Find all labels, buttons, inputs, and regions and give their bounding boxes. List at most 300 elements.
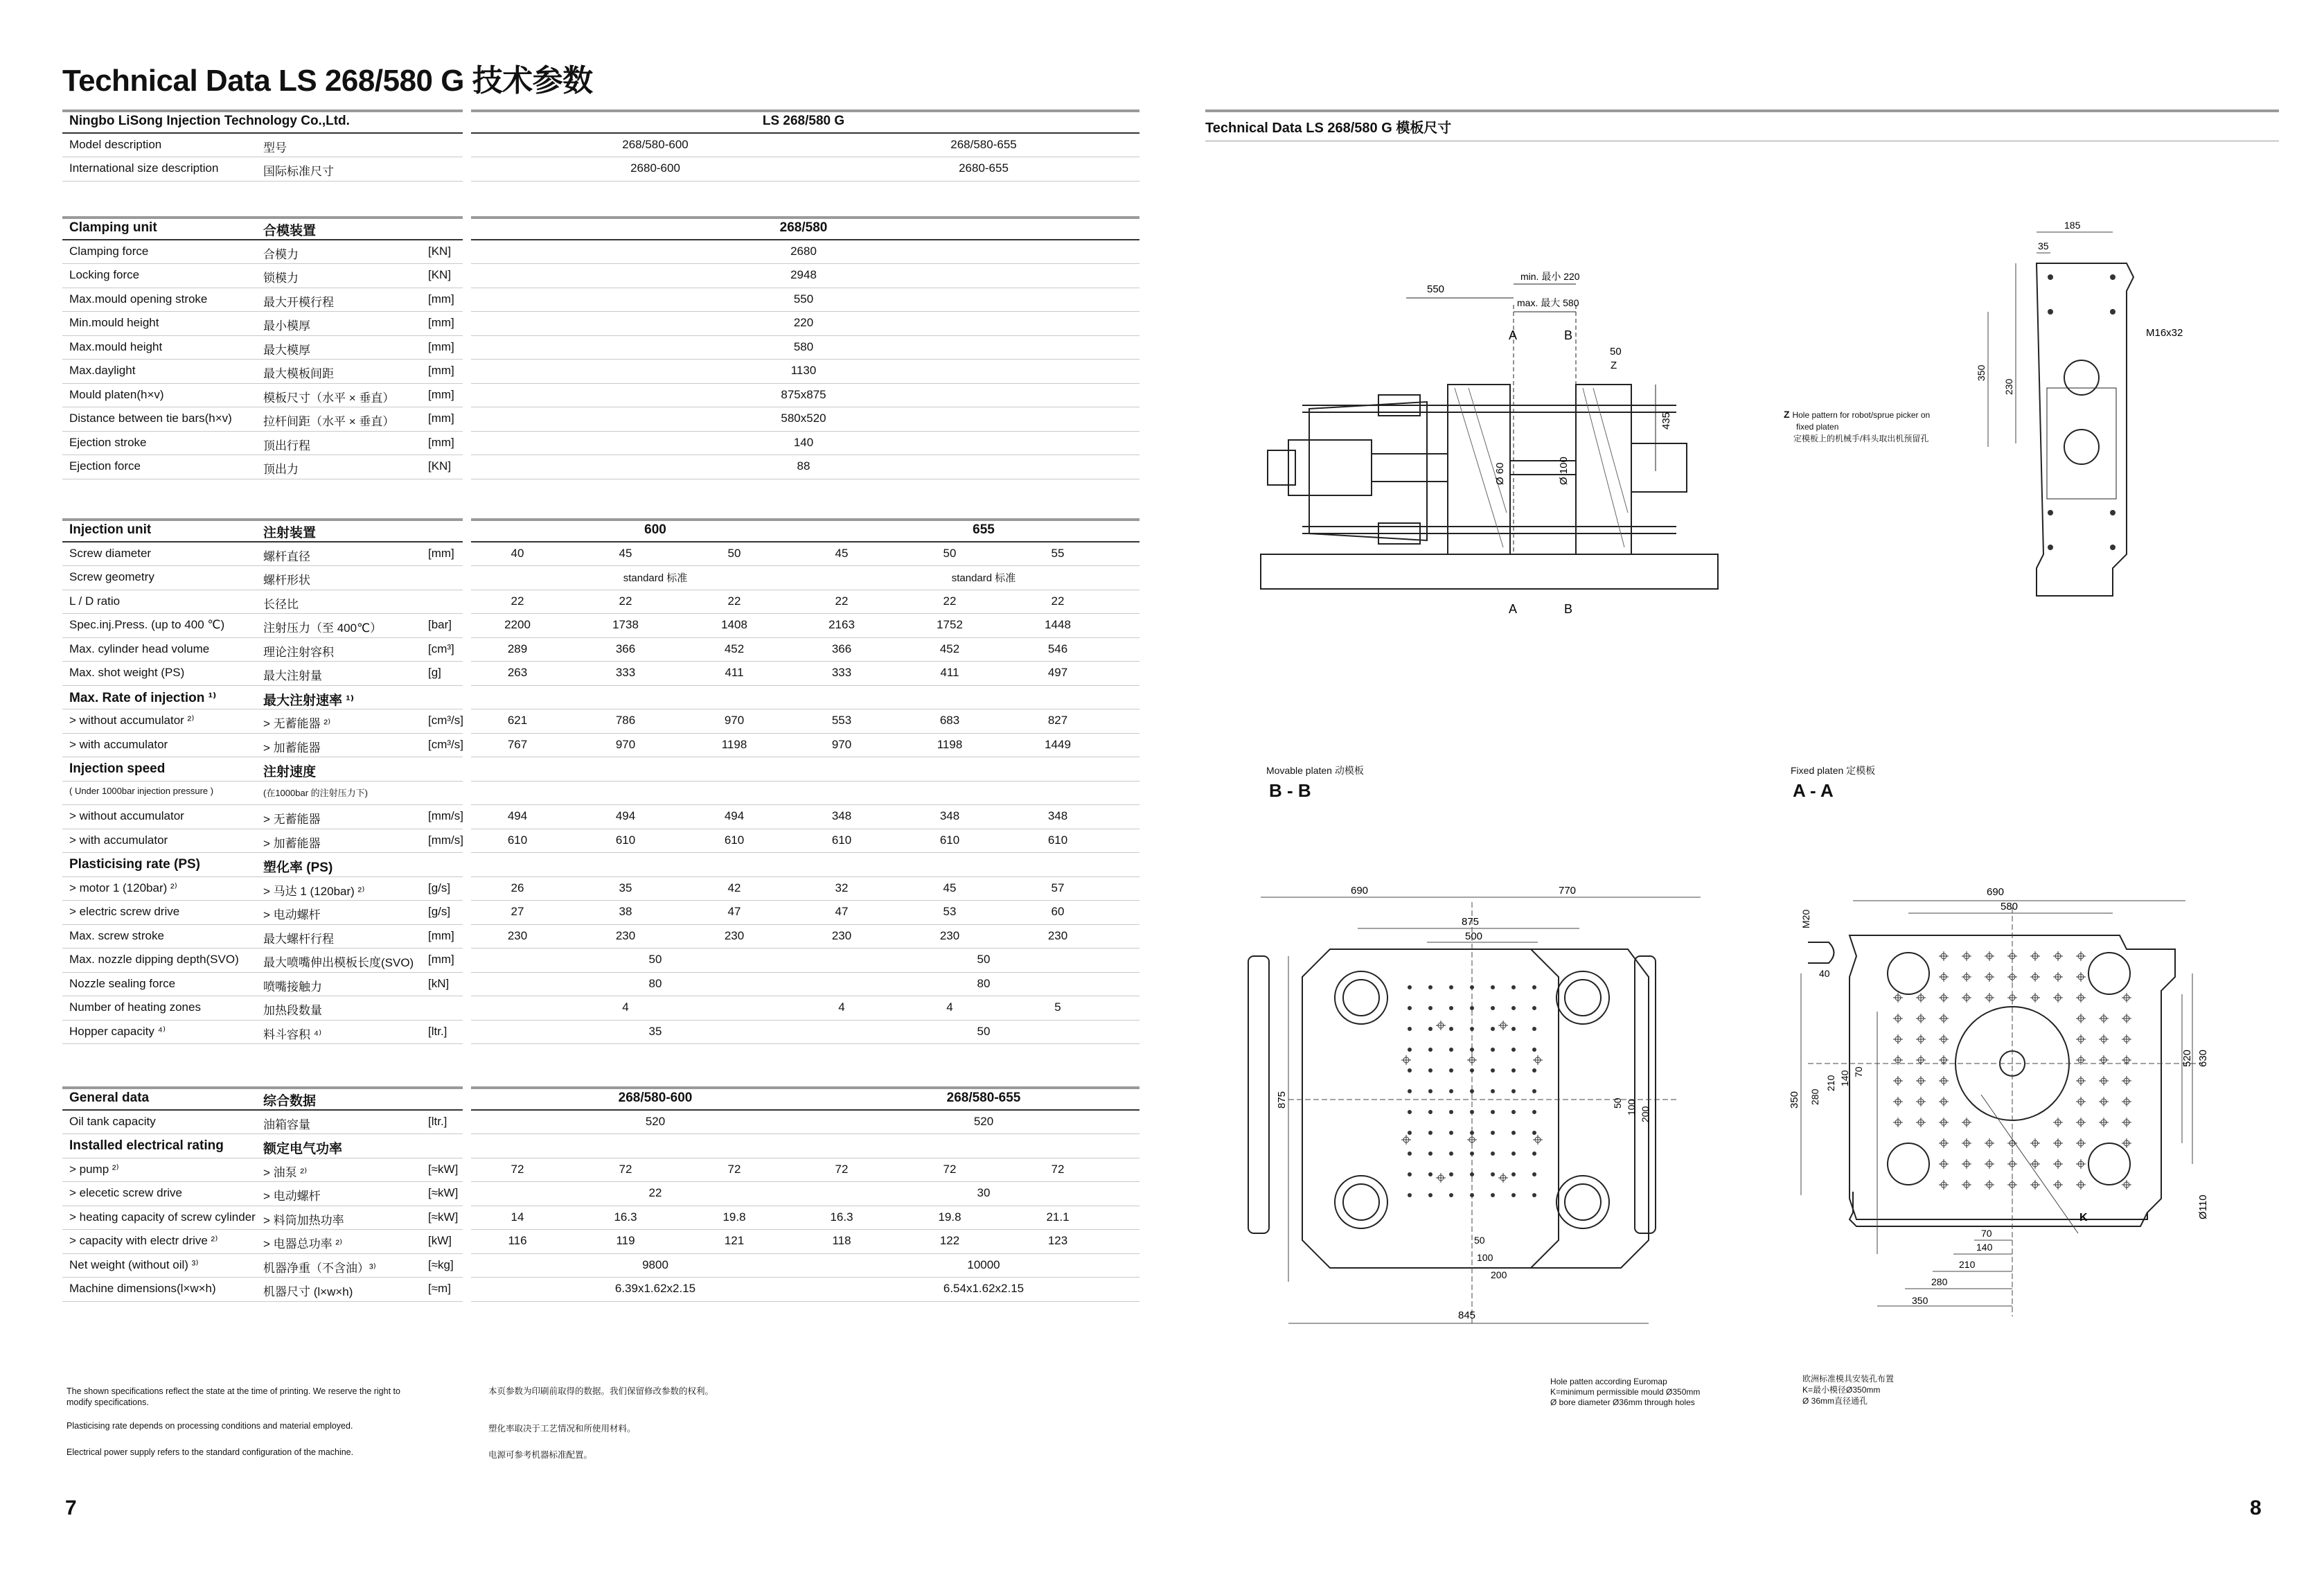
dim-min-220: min. 最小 220 — [1520, 271, 1580, 282]
mov-dim-690: 690 — [1351, 885, 1369, 897]
row-value: 263 — [507, 666, 528, 679]
row-value: 230 — [831, 928, 852, 942]
euromap-en-2: K=minimum permissible mould Ø350mm — [1550, 1387, 1701, 1397]
row-value: 289 — [507, 642, 528, 655]
euromap-cn-1: 欧洲标准模具安装孔布置 — [1802, 1374, 1895, 1384]
row-label-cn: 机器净重（不含油）³⁾ — [263, 1261, 376, 1275]
dim-35: 35 — [2038, 240, 2049, 252]
row-value: 72 — [1051, 1162, 1065, 1176]
row-unit: [mm/s] — [428, 833, 463, 847]
row-label-cn: 喷嘴接触力 — [263, 980, 322, 994]
row-label-cn: 注射速度 — [263, 765, 317, 779]
row-value: 767 — [507, 737, 528, 751]
row-label-en: Installed electrical rating — [69, 1138, 224, 1153]
row-value: 875x875 — [781, 387, 826, 401]
injection-row — [62, 949, 1139, 973]
row-value: 333 — [615, 666, 636, 679]
row-label-cn: 最大开模行程 — [263, 295, 334, 309]
row-unit: [ltr.] — [428, 1024, 447, 1038]
row-label-cn: 最大注射量 — [263, 669, 322, 682]
row-label-cn: > 电动螺杆 — [263, 1190, 321, 1203]
row-unit: [mm/s] — [428, 809, 463, 822]
row-label-en: > with accumulator — [69, 833, 168, 847]
mov-dim-200-b: 200 — [1491, 1269, 1507, 1280]
section-title-cn: 合模装置 — [263, 224, 317, 238]
row-label-en: Hopper capacity ⁴⁾ — [69, 1024, 166, 1038]
row-value: 2200 — [504, 618, 531, 631]
row-value: 827 — [1047, 714, 1068, 727]
row-label-cn: 塑化率 (PS) — [263, 861, 333, 875]
row-value: 1408 — [721, 618, 747, 631]
fix-dim-520: 520 — [2181, 1049, 2193, 1067]
model-table — [62, 109, 1139, 182]
row-label-cn: 加热段数量 — [263, 1004, 322, 1017]
row-label-cn: 螺杆形状 — [263, 574, 310, 587]
row-value: 4 — [946, 1000, 953, 1014]
page-title: Technical Data LS 268/580 G 技术参数 — [62, 64, 593, 98]
row-unit: [mm] — [428, 292, 454, 306]
fix-dim-350: 350 — [1789, 1091, 1800, 1109]
row-value: 610 — [615, 833, 636, 847]
row-value: 50 — [977, 953, 991, 966]
row-value: 452 — [939, 642, 960, 655]
row-value: 47 — [835, 905, 849, 918]
section-b-bottom: B — [1564, 602, 1573, 616]
row-label-en: > without accumulator — [69, 809, 184, 822]
row-label-cn: 锁模力 — [263, 272, 299, 285]
row-value: 72 — [727, 1162, 741, 1176]
page-number-right: 8 — [2250, 1497, 2262, 1519]
clamping-row — [62, 360, 1139, 384]
row-value: 333 — [831, 666, 852, 679]
fix-k-mark: K — [2079, 1212, 2088, 1224]
clamping-row — [62, 407, 1139, 432]
injection-row — [62, 614, 1139, 638]
clamping-row — [62, 455, 1139, 479]
row-unit: [cm³/s] — [428, 737, 463, 751]
row-value: 1198 — [721, 737, 747, 751]
row-label-en: Machine dimensions(l×w×h) — [69, 1282, 216, 1295]
row-value: 21.1 — [1046, 1210, 1070, 1224]
injection-row — [62, 566, 1139, 590]
row-label-en: L / D ratio — [69, 594, 121, 608]
row-label-en: Oil tank capacity — [69, 1114, 156, 1128]
row-label-en: Max. shot weight (PS) — [69, 666, 185, 679]
injection-row — [62, 973, 1139, 997]
fix-dim-580: 580 — [2001, 901, 2019, 912]
row-value: 118 — [832, 1234, 851, 1247]
row-value: 610 — [724, 833, 745, 847]
clamping-row — [62, 336, 1139, 360]
notes-english — [66, 1386, 427, 1458]
row-label-en: > motor 1 (120bar) ²⁾ — [69, 881, 177, 894]
row-value: 2680 — [790, 244, 817, 258]
general-row — [62, 1230, 1139, 1254]
row-value: 140 — [793, 435, 814, 449]
general-row — [62, 1278, 1139, 1302]
injection-row — [62, 996, 1139, 1021]
row-unit: [kW] — [428, 1234, 452, 1247]
row-value: 1198 — [937, 737, 963, 751]
euromap-en-3: Ø bore diameter Ø36mm through holes — [1550, 1397, 1695, 1407]
row-value: 121 — [724, 1234, 745, 1247]
row-unit: [mm] — [428, 546, 454, 560]
row-unit: [mm] — [428, 364, 454, 377]
row-unit: [mm] — [428, 435, 454, 449]
row-value: 1130 — [790, 364, 817, 377]
section-b-top: B — [1564, 328, 1573, 342]
row-value: 970 — [724, 714, 745, 727]
row-value: 621 — [507, 714, 528, 727]
fix-dim-210: 210 — [1825, 1075, 1836, 1091]
row-label-cn: > 无蓄能器 — [263, 813, 321, 826]
row-value: 6.39x1.62x2.15 — [614, 1282, 696, 1295]
row-unit: [cm³] — [428, 642, 454, 655]
dim-phi-100: Ø 100 — [1558, 457, 1570, 485]
row-value: 22 — [511, 594, 524, 608]
row-value: 1752 — [937, 618, 963, 631]
row-value: 2680-600 — [630, 161, 680, 175]
row-value: 268/580-655 — [950, 137, 1017, 151]
fixed-platen-label: Fixed platen 定模板 — [1791, 765, 1876, 776]
section-title-en: Injection unit — [69, 522, 152, 537]
injection-row — [62, 734, 1139, 758]
clamping-row — [62, 432, 1139, 456]
row-label-en: > capacity with electr drive ²⁾ — [69, 1234, 218, 1247]
row-value: 72 — [835, 1162, 849, 1176]
z-note — [1784, 409, 1930, 444]
mov-dim-845: 845 — [1458, 1309, 1476, 1321]
row-value: 19.8 — [722, 1210, 746, 1224]
row-label-en: Max.mould opening stroke — [69, 292, 208, 306]
row-value: 230 — [507, 928, 528, 942]
row-label-en: Max.mould height — [69, 339, 163, 353]
dim-185: 185 — [2064, 220, 2081, 231]
clamping-row — [62, 384, 1139, 408]
row-value: 2948 — [790, 268, 817, 281]
dim-435: 435 — [1660, 412, 1672, 430]
row-label-en: Number of heating zones — [69, 1000, 201, 1014]
row-value: 1738 — [612, 618, 639, 631]
model-row — [62, 134, 1139, 158]
row-value: 50 — [727, 546, 741, 560]
row-value: 610 — [1047, 833, 1068, 847]
clamping-row — [62, 240, 1139, 265]
row-unit: [mm] — [428, 339, 454, 353]
row-label-en: Locking force — [69, 268, 140, 281]
general-row — [62, 1158, 1139, 1183]
row-label-cn: 最大喷嘴伸出模板长度(SVO) — [263, 956, 414, 969]
row-value: 22 — [648, 1186, 662, 1199]
movable-hole-pattern — [1401, 985, 1543, 1197]
row-value: 494 — [615, 809, 636, 822]
row-value: 366 — [831, 642, 852, 655]
row-label-cn: 机器尺寸 (l×w×h) — [263, 1285, 353, 1298]
row-label-cn: 最小模厚 — [263, 319, 310, 333]
notes-chinese — [488, 1386, 849, 1461]
row-label-cn: 注射压力（至 400℃） — [263, 621, 382, 635]
row-label-en: Spec.inj.Press. (up to 400 ℃) — [69, 618, 225, 631]
z-note-line2: fixed platen — [1796, 422, 1839, 432]
clamping-row — [62, 264, 1139, 288]
row-label-cn: > 电器总功率 ²⁾ — [263, 1237, 343, 1251]
fix-dim-140-b: 140 — [1976, 1242, 1993, 1253]
movable-platen-label: Movable platen 动模板 — [1266, 765, 1364, 776]
row-value: 123 — [1047, 1234, 1068, 1247]
injection-row — [62, 542, 1139, 567]
dim-50: 50 — [1610, 346, 1622, 358]
row-label-cn: 螺杆直径 — [263, 549, 310, 563]
row-value: 610 — [939, 833, 960, 847]
row-label-cn: 最大模板间距 — [263, 367, 334, 380]
row-value: 520 — [645, 1114, 666, 1128]
fix-dim-m20: M20 — [1800, 909, 1811, 928]
row-value: 22 — [1051, 594, 1065, 608]
row-value: 6.54x1.62x2.15 — [943, 1282, 1024, 1295]
injection-row — [62, 782, 1139, 806]
mov-dim-100: 100 — [1626, 1099, 1637, 1115]
general-row — [62, 1254, 1139, 1278]
row-value: 32 — [835, 881, 849, 894]
row-label-cn: 国际标准尺寸 — [263, 165, 334, 178]
row-label-cn: > 加蓄能器 — [263, 836, 321, 850]
note-cn-2: 塑化率取决于工艺情况和所使用材料。 — [488, 1424, 636, 1433]
row-label-en: Plasticising rate (PS) — [69, 857, 201, 872]
row-value: 230 — [1047, 928, 1068, 942]
fix-dim-350-b: 350 — [1912, 1295, 1928, 1306]
row-label-cn: 最大模厚 — [263, 343, 310, 357]
subsection-row — [62, 1134, 1139, 1158]
z-note-line3: 定模板上的机械手/料头取出机预留孔 — [1793, 434, 1929, 443]
row-label-cn: 拉杆间距（水平 × 垂直） — [263, 415, 395, 428]
mov-dim-100-b: 100 — [1477, 1252, 1493, 1263]
row-value: 230 — [939, 928, 960, 942]
row-value: 411 — [940, 666, 959, 679]
row-value: 40 — [511, 546, 524, 560]
row-label-en: International size description — [69, 161, 219, 175]
general-row — [62, 1111, 1139, 1135]
hole-pattern-side-drawing — [1974, 215, 2217, 603]
clamping-row — [62, 312, 1139, 336]
row-value: standard 标准 — [951, 572, 1016, 584]
row-label-cn: 合模力 — [263, 247, 299, 261]
dim-550: 550 — [1427, 283, 1445, 295]
row-unit: [mm] — [428, 387, 454, 401]
note-en-3: Electrical power supply refers to the standard configuration of the machine. — [66, 1447, 354, 1457]
fix-dim-690: 690 — [1987, 886, 2005, 898]
subsection-row — [62, 686, 1139, 710]
row-label-en: Screw geometry — [69, 570, 154, 583]
general-table — [62, 1086, 1139, 1302]
note-cn-1: 本页参数为印刷前取得的数据。我们保留修改参数的权利。 — [488, 1386, 714, 1396]
row-label-en: Max. cylinder head volume — [69, 642, 210, 655]
z-note-mark: Z — [1784, 409, 1790, 420]
note-en-1: The shown specifications reflect the state at the time of printing. We reserve the right to modify specifications. — [66, 1386, 400, 1407]
row-label-en: ( Under 1000bar injection pressure ) — [69, 785, 214, 796]
row-label-cn: > 加蓄能器 — [263, 741, 321, 755]
row-unit: [mm] — [428, 316, 454, 329]
row-value: 35 — [648, 1024, 662, 1038]
row-label-cn: 油箱容量 — [263, 1118, 310, 1131]
row-label-en: > heating capacity of screw cylinder — [69, 1210, 256, 1224]
row-unit: [≈kW] — [428, 1186, 459, 1199]
row-label-en: Clamping force — [69, 244, 149, 258]
row-unit: [g/s] — [428, 905, 451, 918]
row-value: 60 — [1051, 905, 1065, 918]
row-value: 16.3 — [830, 1210, 853, 1224]
euromap-note-en — [1550, 1377, 1700, 1408]
row-value: 119 — [616, 1234, 635, 1247]
row-value: 411 — [725, 666, 744, 679]
row-value: 38 — [619, 905, 632, 918]
injection-row — [62, 877, 1139, 901]
row-value: 550 — [793, 292, 814, 306]
row-value: 26 — [511, 881, 524, 894]
row-label-cn: 额定电气功率 — [263, 1142, 343, 1156]
injection-table — [62, 518, 1139, 1044]
row-value: 5 — [1054, 1000, 1061, 1014]
row-unit: [kN] — [428, 976, 450, 990]
row-value: 230 — [724, 928, 745, 942]
row-label-en: Ejection stroke — [69, 435, 147, 449]
movable-section-label: B - B — [1269, 780, 1311, 801]
mov-dim-50: 50 — [1612, 1097, 1623, 1109]
injection-row — [62, 709, 1139, 734]
row-label-en: Screw diameter — [69, 546, 152, 560]
fix-dim-280-b: 280 — [1931, 1276, 1948, 1287]
page-number-left: 7 — [65, 1497, 77, 1519]
row-value: 53 — [943, 905, 957, 918]
row-unit: [≈kg] — [428, 1258, 454, 1271]
row-value: 22 — [727, 594, 741, 608]
row-label-en: Model description — [69, 137, 162, 151]
row-value: 348 — [1047, 809, 1068, 822]
injection-column-600: 600 — [644, 522, 666, 537]
row-value: 116 — [508, 1234, 527, 1247]
row-label-cn: 理论注射容积 — [263, 645, 334, 659]
row-value: 72 — [943, 1162, 957, 1176]
row-label-en: > electric screw drive — [69, 905, 180, 918]
model-table-header — [62, 109, 1139, 134]
row-unit: [≈m] — [428, 1282, 451, 1295]
row-value: 42 — [727, 881, 741, 894]
injection-header — [62, 518, 1139, 542]
row-unit: [KN] — [428, 268, 452, 281]
mov-dim-500: 500 — [1465, 930, 1483, 942]
mov-dim-200: 200 — [1640, 1106, 1651, 1122]
euromap-cn-3: Ø 36mm直径通孔 — [1802, 1396, 1868, 1406]
row-value: 2163 — [828, 618, 855, 631]
fix-dim-280: 280 — [1809, 1088, 1820, 1105]
row-value: 553 — [831, 714, 852, 727]
row-value: 88 — [797, 459, 810, 473]
row-label-cn: > 油泵 ²⁾ — [263, 1165, 308, 1179]
row-value: 348 — [831, 809, 852, 822]
row-label-en: Min.mould height — [69, 316, 159, 329]
row-value: 230 — [615, 928, 636, 942]
row-unit: [cm³/s] — [428, 714, 463, 727]
side-view-drawing — [1247, 263, 1746, 624]
row-unit: [≈kW] — [428, 1210, 459, 1224]
clamping-column-header: 268/580 — [779, 220, 828, 235]
row-value: 9800 — [642, 1258, 668, 1271]
row-value: 45 — [943, 881, 957, 894]
general-row — [62, 1206, 1139, 1230]
row-label-en: Max. nozzle dipping depth(SVO) — [69, 953, 239, 966]
general-row — [62, 1182, 1139, 1206]
row-value: 580x520 — [781, 412, 826, 425]
row-value: 683 — [939, 714, 960, 727]
row-label-en: > without accumulator ²⁾ — [69, 714, 195, 727]
row-value: 1449 — [1045, 737, 1071, 751]
row-value: 366 — [615, 642, 636, 655]
row-value: 580 — [793, 339, 814, 353]
fix-dim-140: 140 — [1839, 1070, 1850, 1086]
row-label-en: Ejection force — [69, 459, 141, 473]
dim-350: 350 — [1976, 364, 1987, 381]
row-label-en: Max. screw stroke — [69, 928, 164, 942]
row-value: 14 — [511, 1210, 524, 1224]
row-label-cn: > 无蓄能器 ²⁾ — [263, 717, 331, 730]
row-value: 45 — [619, 546, 632, 560]
injection-row — [62, 805, 1139, 829]
row-label-en: Nozzle sealing force — [69, 976, 176, 990]
row-label-cn: 顶出行程 — [263, 439, 310, 452]
mov-dim-875-v: 875 — [1276, 1091, 1288, 1109]
mov-dim-875-h: 875 — [1462, 916, 1480, 928]
injection-row — [62, 1021, 1139, 1045]
row-value: 22 — [619, 594, 632, 608]
row-value: 497 — [1047, 666, 1068, 679]
row-value: 22 — [835, 594, 849, 608]
row-unit: [mm] — [428, 412, 454, 425]
row-label-en: Max. Rate of injection ¹⁾ — [69, 690, 217, 705]
row-value: 80 — [648, 976, 662, 990]
section-title-cn: 注射装置 — [263, 526, 317, 540]
row-value: 268/580-600 — [622, 137, 689, 151]
model-row — [62, 157, 1139, 182]
row-unit: [≈kW] — [428, 1162, 459, 1176]
row-label-cn: 型号 — [263, 141, 287, 155]
fix-dim-70-b: 70 — [1981, 1228, 1992, 1239]
clamping-header — [62, 216, 1139, 240]
row-value: 16.3 — [614, 1210, 637, 1224]
row-value: 30 — [977, 1186, 991, 1199]
row-label-cn: 长径比 — [263, 597, 299, 611]
row-label-cn: 顶出力 — [263, 463, 299, 476]
euromap-en-1: Hole patten according Euromap — [1550, 1377, 1667, 1386]
row-label-cn: 模板尺寸（水平 × 垂直） — [263, 391, 395, 405]
row-label-en: Injection speed — [69, 761, 166, 776]
fixed-section-label: A - A — [1793, 780, 1834, 801]
row-value: 970 — [615, 737, 636, 751]
general-column-655: 268/580-655 — [946, 1091, 1021, 1105]
mov-dim-50-b: 50 — [1474, 1235, 1485, 1246]
clamping-row — [62, 288, 1139, 312]
row-value: 27 — [511, 905, 524, 918]
clamping-table — [62, 216, 1139, 479]
row-label-cn: > 电动螺杆 — [263, 908, 321, 921]
section-title-cn: 综合数据 — [263, 1094, 317, 1109]
subsection-row — [62, 853, 1139, 877]
row-unit: [mm] — [428, 928, 454, 942]
row-label-en: Distance between tie bars(h×v) — [69, 412, 232, 425]
fix-dim-40: 40 — [1819, 968, 1830, 979]
row-value: 122 — [939, 1234, 960, 1247]
row-label-en: > elecetic screw drive — [69, 1186, 182, 1199]
row-label-en: > with accumulator — [69, 737, 168, 751]
row-unit: [KN] — [428, 459, 452, 473]
